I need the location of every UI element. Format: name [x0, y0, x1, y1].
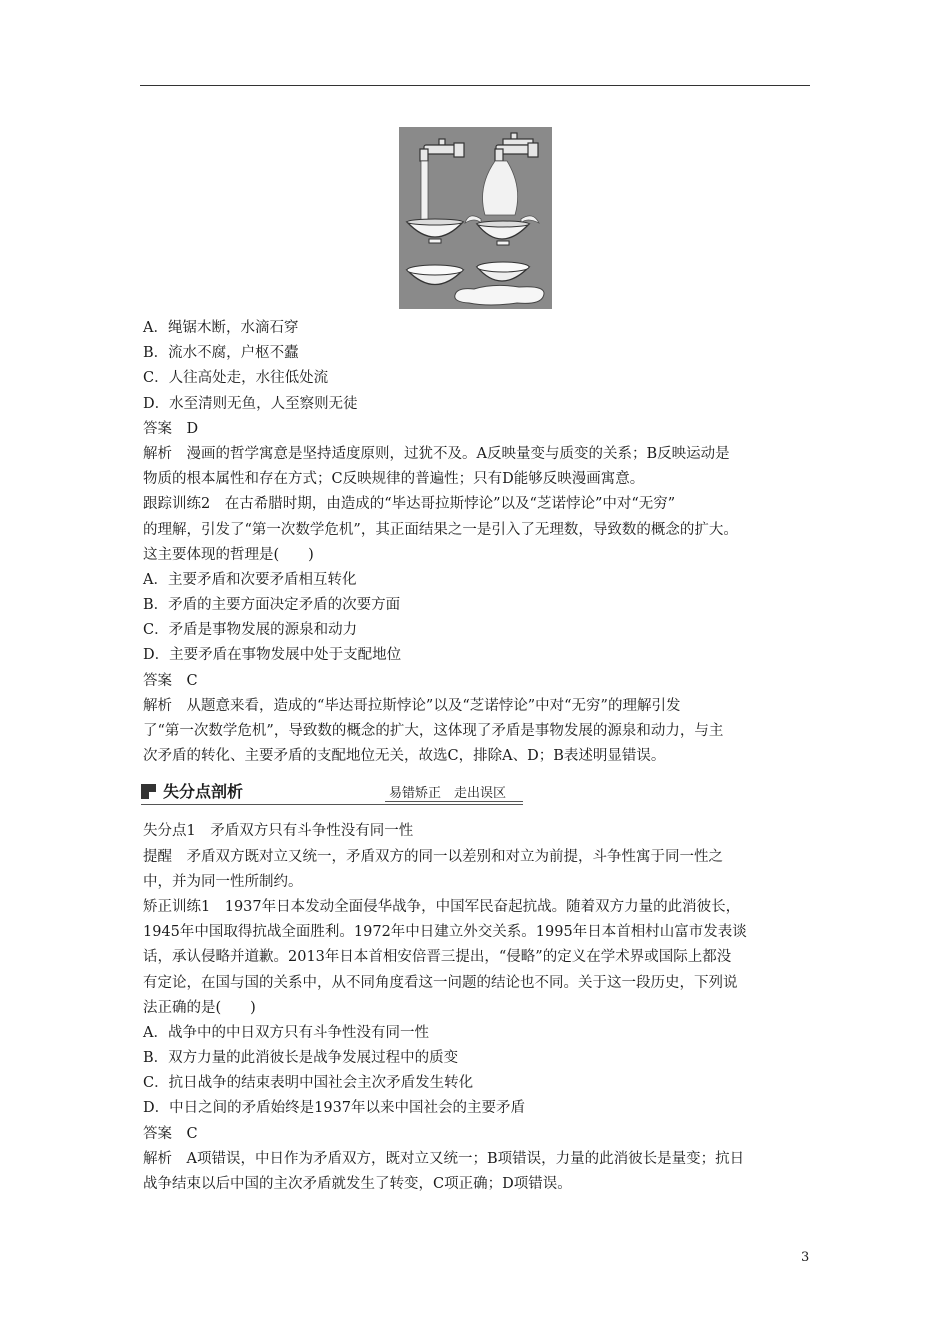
- option-a: A．绳锯木断，水滴石穿: [143, 320, 299, 336]
- question-stem-line: 有定论，在国与国的关系中，从不同角度看这一问题的结论也不同。关于这一段历史，下列说: [143, 974, 738, 991]
- header-rule: [140, 85, 810, 86]
- analysis-line: 解析 从题意来看，造成的“毕达哥拉斯悖论”以及“芝诺悖论”中对“无穷”的理解引发: [143, 697, 681, 714]
- answer: 答案 C: [143, 1125, 198, 1142]
- question-stem-line: 话，承认侵略并道歉。2013年日本首相安倍晋三提出，“侵略”的定义在学术界或国际上都没: [143, 949, 732, 966]
- analysis-line: 次矛盾的转化、主要矛盾的支配地位无关，故选C，排除A、D；B表述明显错误。: [143, 748, 666, 765]
- answer: 答案 C: [143, 672, 198, 689]
- section-subtitle: 易错矫正 走出误区: [389, 786, 507, 802]
- analysis-line: 了“第一次数学危机”，导致数的概念的扩大，这体现了矛盾是事物发展的源泉和动力，与主: [143, 723, 724, 739]
- option-c: C．抗日战争的结束表明中国社会主次矛盾发生转化: [143, 1075, 474, 1092]
- document-body: [143, 316, 815, 1197]
- analysis-line: 解析 A项错误，中日作为矛盾双方，既对立又统一；B项错误，力量的此消彼长是量变；抗日: [143, 1150, 745, 1167]
- faucet-bowls-illustration: [399, 127, 552, 309]
- option-d: D．主要矛盾在事物发展中处于支配地位: [143, 647, 402, 664]
- section-subtitle-underline: [385, 801, 523, 802]
- option-b: B．矛盾的主要方面决定矛盾的次要方面: [143, 597, 401, 614]
- question-stem-line: 1945年中国取得抗战全面胜利。1972年中日建立外交关系。1995年日本首相村山富市发表谈: [143, 924, 747, 941]
- option-a: A．主要矛盾和次要矛盾相互转化: [143, 571, 357, 588]
- analysis-line: 战争结束以后中国的主次矛盾就发生了转变，C项正确；D项错误。: [143, 1176, 572, 1192]
- option-b: B．流水不腐，户枢不蠹: [143, 345, 299, 362]
- option-a: A．战争中的中日双方只有斗争性没有同一性: [143, 1024, 429, 1041]
- section-square-icon: [141, 784, 156, 799]
- question-stem-line: 这主要体现的哲理是( ): [143, 546, 314, 563]
- section-underline: [141, 804, 523, 805]
- tip-line: 提醒 矛盾双方既对立又统一，矛盾双方的同一以差别和对立为前提，斗争性寓于同一性之: [143, 848, 723, 865]
- tip-line: 中，并为同一性所制约。: [143, 873, 303, 890]
- option-b: B．双方力量的此消彼长是战争发展过程中的质变: [143, 1050, 459, 1067]
- answer: 答案 D: [143, 420, 199, 437]
- analysis-line: 物质的根本属性和存在方式；C反映规律的普遍性；只有D能够反映漫画寓意。: [143, 471, 645, 488]
- analysis-line: 解析 漫画的哲学寓意是坚持适度原则，过犹不及。A反映量变与质变的关系；B反映运动是: [143, 445, 730, 462]
- option-d: D．中日之间的矛盾始终是1937年以来中国社会的主要矛盾: [143, 1100, 526, 1117]
- question-stem-line: 法正确的是( ): [143, 999, 256, 1016]
- option-d: D．水至清则无鱼，人至察则无徒: [143, 395, 358, 412]
- option-c: C．人往高处走，水往低处流: [143, 370, 329, 387]
- option-c: C．矛盾是事物发展的源泉和动力: [143, 622, 358, 639]
- water-puddle: [455, 285, 544, 305]
- question-stem-line: 矫正训练1 1937年日本发动全面侵华战争，中国军民奋起抗战。随着双方力量的此消彼长，: [143, 898, 741, 915]
- section-banner: [141, 773, 523, 811]
- question-stem-line: 的理解，引发了“第一次数学危机”，其正面结果之一是引入了无理数，导致数的概念的扩大。: [143, 521, 738, 538]
- question-stem-line: 跟踪训练2 在古希腊时期，由造成的“毕达哥拉斯悖论”以及“芝诺悖论”中对“无穷”: [143, 496, 676, 513]
- page-number: 3: [801, 1250, 810, 1265]
- section-title: 失分点剖析: [163, 782, 244, 802]
- point-heading: 失分点1 矛盾双方只有斗争性没有同一性: [143, 823, 414, 840]
